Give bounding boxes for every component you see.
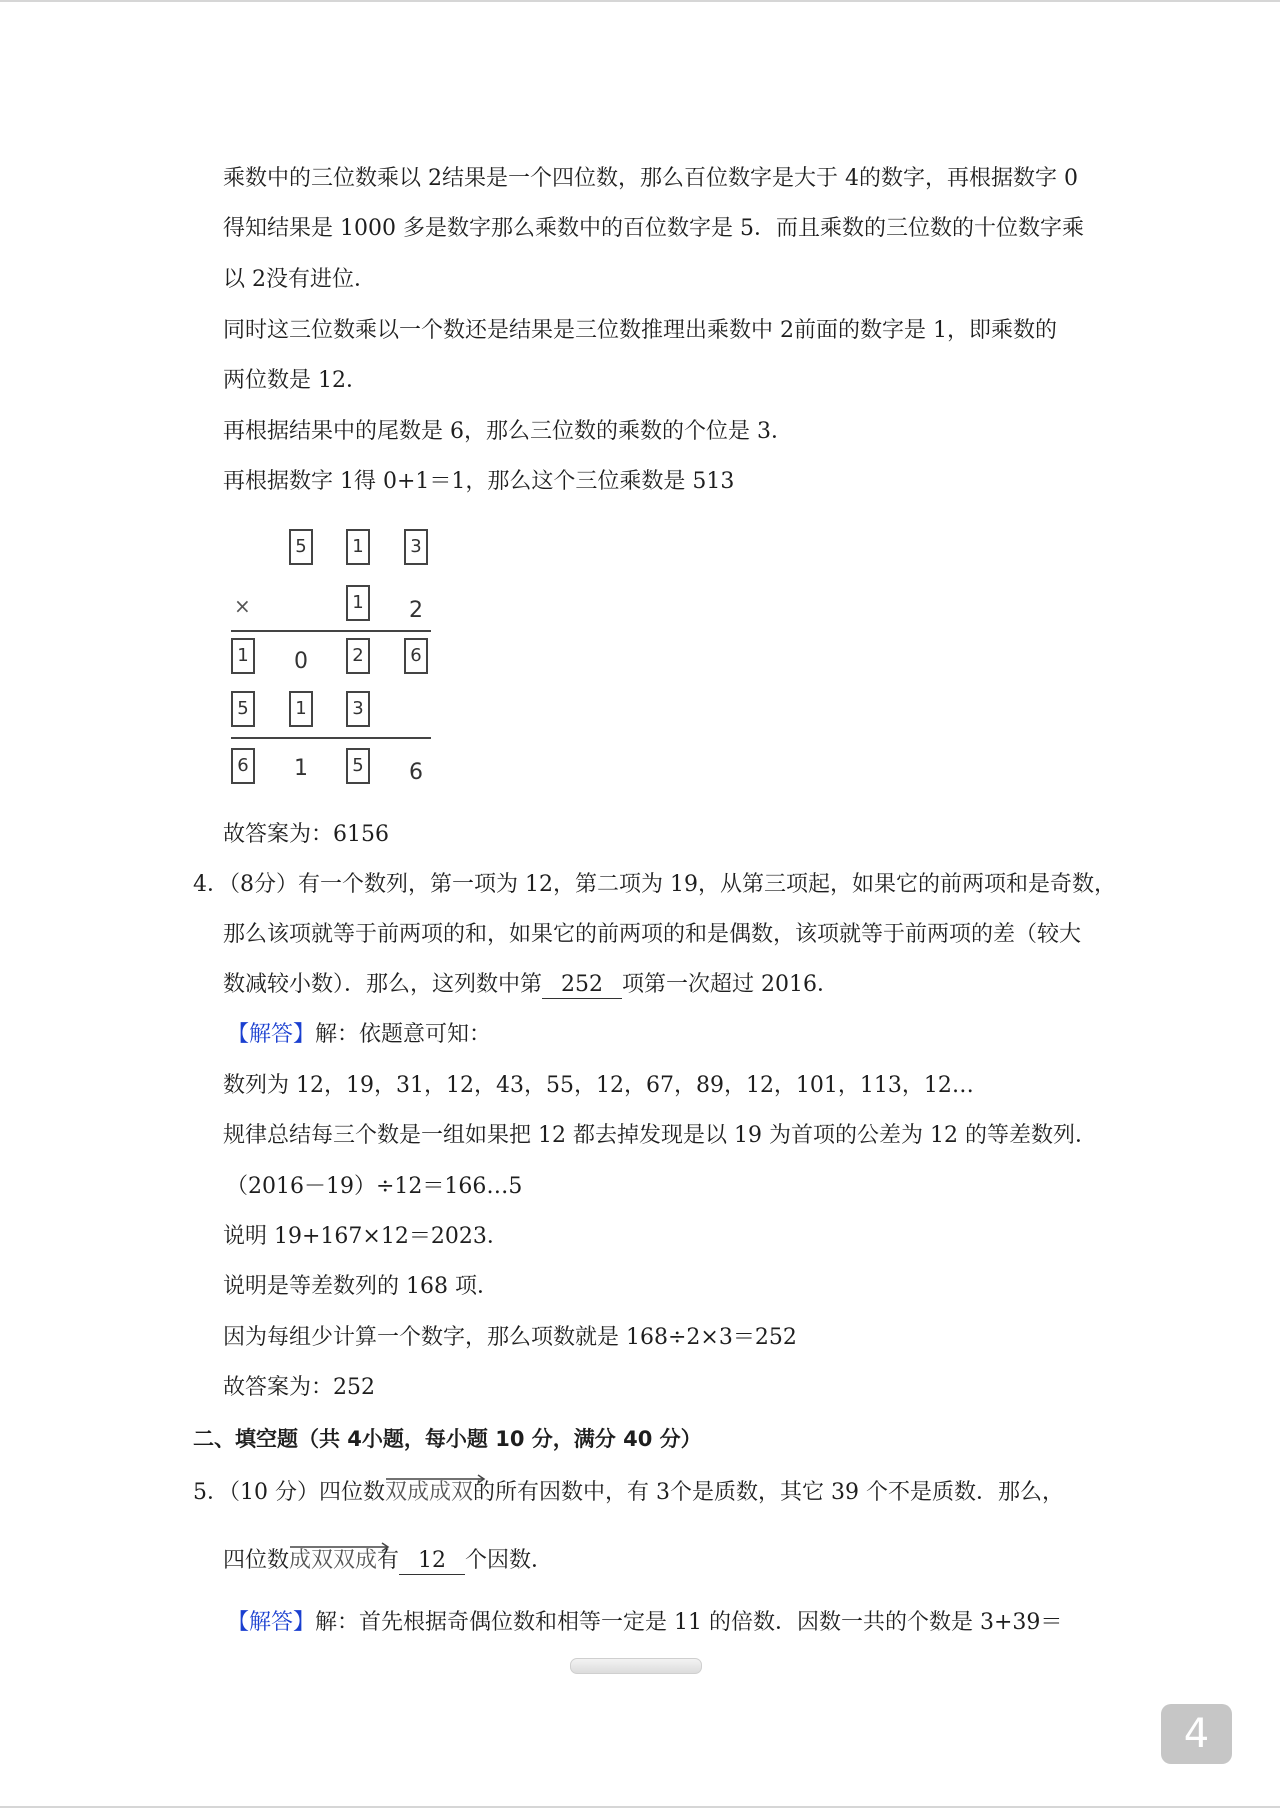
digit: 2 <box>409 598 423 623</box>
text-line: 同时这三位数乘以一个数还是结果是三位数推理出乘数中 2前面的数字是 1，即乘数的 <box>223 318 1057 343</box>
solution-label: 【解答】 <box>227 1610 316 1635</box>
digit-box: 5 <box>231 691 255 727</box>
overline-arrow-icon <box>289 1542 393 1552</box>
solution-line: 数列为 12，19，31，12，43，55，12，67，89，12，101，113，12… <box>223 1073 974 1098</box>
digit-box: 3 <box>346 691 370 727</box>
digit-box: 5 <box>346 748 370 784</box>
question-5-line <box>223 1546 553 1576</box>
solution-text: 解：首先根据奇偶位数和相等一定是 11 的倍数．因数一共的个数是 3+39＝ <box>315 1610 1063 1635</box>
digit-box: 5 <box>289 529 313 565</box>
question-5-text: 个因数． <box>465 1548 554 1573</box>
top-divider <box>0 0 1280 2</box>
solution-line <box>227 1608 1062 1638</box>
solution-line: 规律总结每三个数是一组如果把 12 都去掉发现是以 19 为首项的公差为 12 的等差数列． <box>223 1123 1097 1148</box>
digit-box: 1 <box>346 585 370 621</box>
solution-line: 因为每组少计算一个数字，那么项数就是 168÷2×3＝252 <box>223 1325 797 1350</box>
solution-line: 说明 19+167×12＝2023． <box>223 1224 509 1249</box>
digit: 1 <box>294 756 308 781</box>
overline-arrow-icon <box>385 1474 489 1484</box>
question-4-text: 项第一次超过 2016． <box>622 972 839 997</box>
multiply-sign: × <box>234 594 251 618</box>
question-4-line: 4．（8分）有一个数列，第一项为 12，第二项为 19，从第三项起，如果它的前两项和是奇数， <box>193 872 1116 897</box>
answer-line: 故答案为：6156 <box>223 822 389 847</box>
rule-line <box>231 737 431 739</box>
bottom-divider <box>0 1806 1280 1808</box>
solution-label: 【解答】 <box>227 1022 316 1047</box>
text-line: 再根据数字 1得 0+1＝1，那么这个三位乘数是 513 <box>223 469 735 494</box>
answer-blank: 252 <box>542 972 622 999</box>
page-number-badge: 4 <box>1161 1704 1232 1764</box>
text-line: 再根据结果中的尾数是 6，那么三位数的乘数的个位是 3． <box>223 419 793 444</box>
question-5-line <box>193 1478 1064 1508</box>
solution-line: （2016－19）÷12＝166…5 <box>226 1174 523 1199</box>
scroll-handle[interactable] <box>570 1658 702 1674</box>
question-4-line <box>223 970 839 1000</box>
digit-box: 1 <box>289 691 313 727</box>
solution-line <box>227 1020 491 1050</box>
digit-box: 6 <box>231 748 255 784</box>
digit-box: 3 <box>404 529 428 565</box>
multiplication-figure <box>228 522 448 798</box>
answer-blank: 12 <box>399 1548 465 1575</box>
solution-text: 解：依题意可知： <box>315 1022 492 1047</box>
section-heading: 二、填空题（共 4小题，每小题 10 分，满分 40 分） <box>193 1427 702 1451</box>
overlined-number: 成双双成 <box>289 1546 377 1576</box>
digit-box: 2 <box>346 638 370 674</box>
digit-box: 6 <box>404 638 428 674</box>
text-line: 以 2没有进位． <box>223 267 376 292</box>
digit-box: 1 <box>231 638 255 674</box>
question-5-text: 有 <box>377 1548 400 1573</box>
text-line: 两位数是 12． <box>223 368 368 393</box>
digit: 0 <box>294 649 308 674</box>
question-4-text: 数减较小数）．那么，这列数中第 <box>223 972 543 997</box>
question-5-text: 的所有因数中，有 3个是质数，其它 39 个不是质数．那么， <box>473 1480 1064 1505</box>
text-line: 乘数中的三位数乘以 2结果是一个四位数，那么百位数字是大于 4的数字，再根据数字 0 <box>223 166 1078 191</box>
question-5-text: 四位数 <box>223 1548 290 1573</box>
answer-line: 故答案为：252 <box>223 1375 375 1400</box>
text-line: 得知结果是 1000 多是数字那么乘数中的百位数字是 5．而且乘数的三位数的十位数字乘 <box>223 216 1084 241</box>
digit-box: 1 <box>346 529 370 565</box>
digit: 6 <box>409 760 423 785</box>
question-5-text: 5．（10 分）四位数 <box>193 1480 385 1505</box>
overlined-number: 双成成双 <box>385 1478 473 1508</box>
rule-line <box>231 630 431 632</box>
solution-line: 说明是等差数列的 168 项． <box>223 1274 499 1299</box>
question-4-line: 那么该项就等于前两项的和，如果它的前两项的和是偶数，该项就等于前两项的差（较大 <box>223 922 1082 947</box>
